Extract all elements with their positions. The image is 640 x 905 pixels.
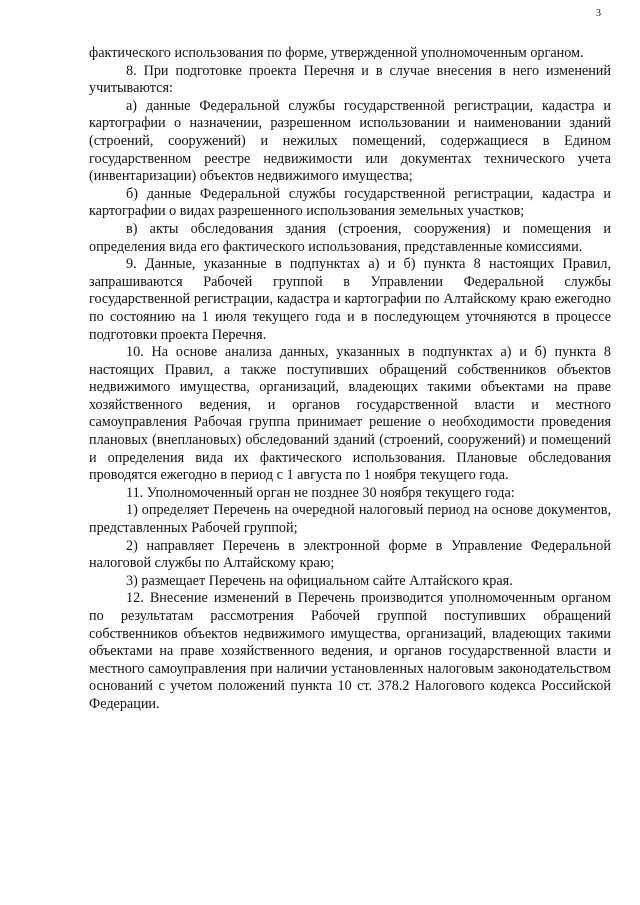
paragraph-subitem-a: а) данные Федеральной службы государственной регистрации, кадастра и картографии о назначении, разрешенном использовании и наименовании зданий (строений, сооружений) и нежилых помещений, содержащиеся в Едином государственном реестре недвижимости или документах технического учета (инвентаризации) объектов недвижимого имущества; xyxy=(89,97,611,185)
paragraph-item-8: 8. При подготовке проекта Перечня и в случае внесения в него изменений учитываются: xyxy=(89,62,611,97)
paragraph-item-11: 11. Уполномоченный орган не позднее 30 ноября текущего года: xyxy=(126,484,515,501)
paragraph-subitem-3: 3) размещает Перечень на официальном сайте Алтайского края. xyxy=(126,572,513,589)
paragraph-item-9: 9. Данные, указанные в подпунктах а) и б) пункта 8 настоящих Правил, запрашиваются Рабочей группой в Управлении Федеральной службы государственной регистрации, кадастра и картографии по Алтайскому краю ежегодно по состоянию на 1 июля текущего года и в последующем уточняются в процессе подготовки проекта Перечня. xyxy=(89,256,611,343)
paragraph-item-12: 12. Внесение изменений в Перечень производится уполномоченным органом по результатам рассмотрения Рабочей группой поступивших обращений собственников объектов недвижимого имущества, организаций, владеющих такими объектами на праве хозяйственного ведения, и органов государственной власти и местного самоуправления при наличии установленных налоговым законодательством оснований с учетом положений пункта 10 ст. 378.2 Налогового кодекса Российской Федерации. xyxy=(89,590,611,712)
paragraph-subitem-2: 2) направляет Перечень в электронной форме в Управление Федеральной налоговой службы по Алтайскому краю; xyxy=(89,537,611,572)
page-number: 3 xyxy=(596,8,601,19)
paragraph-subitem-1: 1) определяет Перечень на очередной налоговый период на основе документов, представленных Рабочей группой; xyxy=(89,502,611,537)
paragraph-item-10: 10. На основе анализа данных, указанных в подпунктах а) и б) пункта 8 настоящих Правил, а также поступивших обращений собственников объектов недвижимого имущества, организаций, владеющих такими объектами на праве хозяйственного ведения, и органов государственной власти и местного самоуправления Рабочая группа принимает решение о необходимости проведения плановых (внеплановых) обследований зданий (строений, сооружений) и помещений и определения вида их фактического использования. Плановые обследования проводятся ежегодно в период с 1 августа по 1 ноября текущего года. xyxy=(89,344,611,484)
paragraph-subitem-b: б) данные Федеральной службы государственной регистрации, кадастра и картографии о видах разрешенного использования земельных участков; xyxy=(89,185,611,220)
paragraph-continuation: фактического использования по форме, утвержденной уполномоченным органом. xyxy=(89,45,584,61)
document-body xyxy=(89,45,611,714)
paragraph-subitem-v: в) акты обследования здания (строения, сооружения) и помещения и определения вида его фактического использования, представленные комиссиями. xyxy=(89,220,611,255)
